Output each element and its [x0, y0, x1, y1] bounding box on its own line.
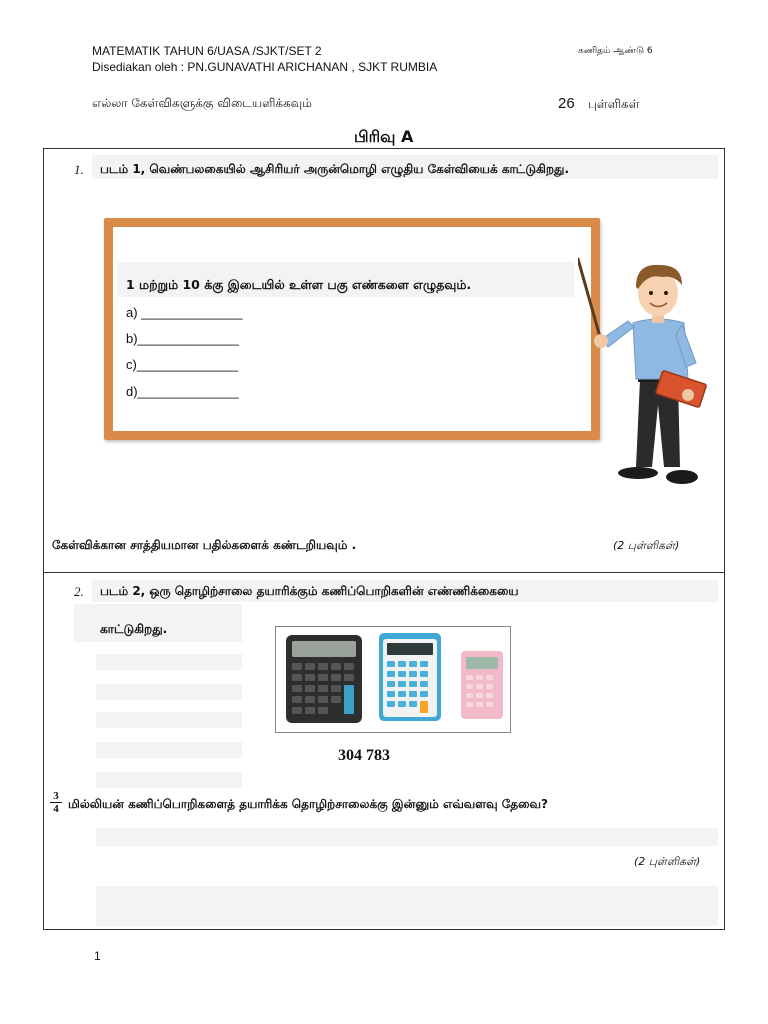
q2-text-line1: படம் 2, ஒரு தொழிற்சாலை தயாரிக்கும் கணிப்பொறிகளின் எண்ணிக்கையை [100, 584, 519, 598]
blank-d: d)______________ [126, 384, 239, 399]
answer-strip [96, 828, 718, 846]
working-strip [96, 742, 242, 758]
working-strip [96, 712, 242, 728]
q1-prompt: கேள்விக்கான சாத்தியமான பதில்களைக் கண்டறியவும் . [52, 538, 357, 552]
whiteboard-surface [113, 227, 591, 431]
working-strip [96, 654, 242, 670]
page-number: 1 [94, 949, 101, 963]
total-marks-number: 26 [558, 95, 575, 112]
working-strip [96, 772, 242, 788]
calculator-count: 304 783 [338, 747, 390, 764]
blank-c: c)______________ [126, 357, 239, 372]
q2-number: 2. [74, 584, 84, 599]
blank-b: b)______________ [126, 331, 239, 346]
calculators-picture [275, 626, 511, 733]
section-title: பிரிவு A [354, 127, 414, 146]
blank-a: a) ______________ [126, 305, 243, 320]
q1-number: 1. [74, 162, 84, 177]
header-author: Disediakan oleh : PN.GUNAVATHI ARICHANAN , SJKT RUMBIA [92, 60, 438, 74]
q1-marks: (2 புள்ளிகள்) [613, 539, 680, 552]
fraction-numerator: 3 [53, 790, 59, 802]
q2-text-line2: காட்டுகிறது. [100, 622, 168, 636]
q1-text: படம் 1, வெண்பலகையில் ஆசிரியர் அருன்மொழி எழுதிய கேள்வியைக் காட்டுகிறது. [100, 162, 569, 176]
calculator-icons [276, 627, 510, 732]
fraction-denominator: 4 [50, 802, 62, 815]
header-title: MATEMATIK TAHUN 6/UASA /SJKT/SET 2 [92, 44, 322, 58]
fraction [50, 790, 62, 815]
instruction: எல்லா கேள்விகளுக்கு விடையளிக்கவும் [92, 96, 312, 110]
teacher-illustration [578, 255, 718, 495]
board-question: 1 மற்றும் 10 க்கு இடையில் உள்ள பகு எண்களை எழுதவும். [126, 277, 472, 292]
q2-question: மில்லியன் கணிப்பொறிகளைத் தயாரிக்க தொழிற்சாலைக்கு இன்னும் எவ்வளவு தேவை? [68, 797, 548, 811]
answer-strip [96, 886, 718, 926]
total-marks-label: புள்ளிகள் [588, 97, 640, 111]
whiteboard-frame [104, 218, 600, 440]
header-subject: கணிதம் ஆண்டு 6 [578, 46, 653, 56]
working-strip [96, 684, 242, 700]
q2-marks: (2 புள்ளிகள்) [634, 855, 701, 868]
